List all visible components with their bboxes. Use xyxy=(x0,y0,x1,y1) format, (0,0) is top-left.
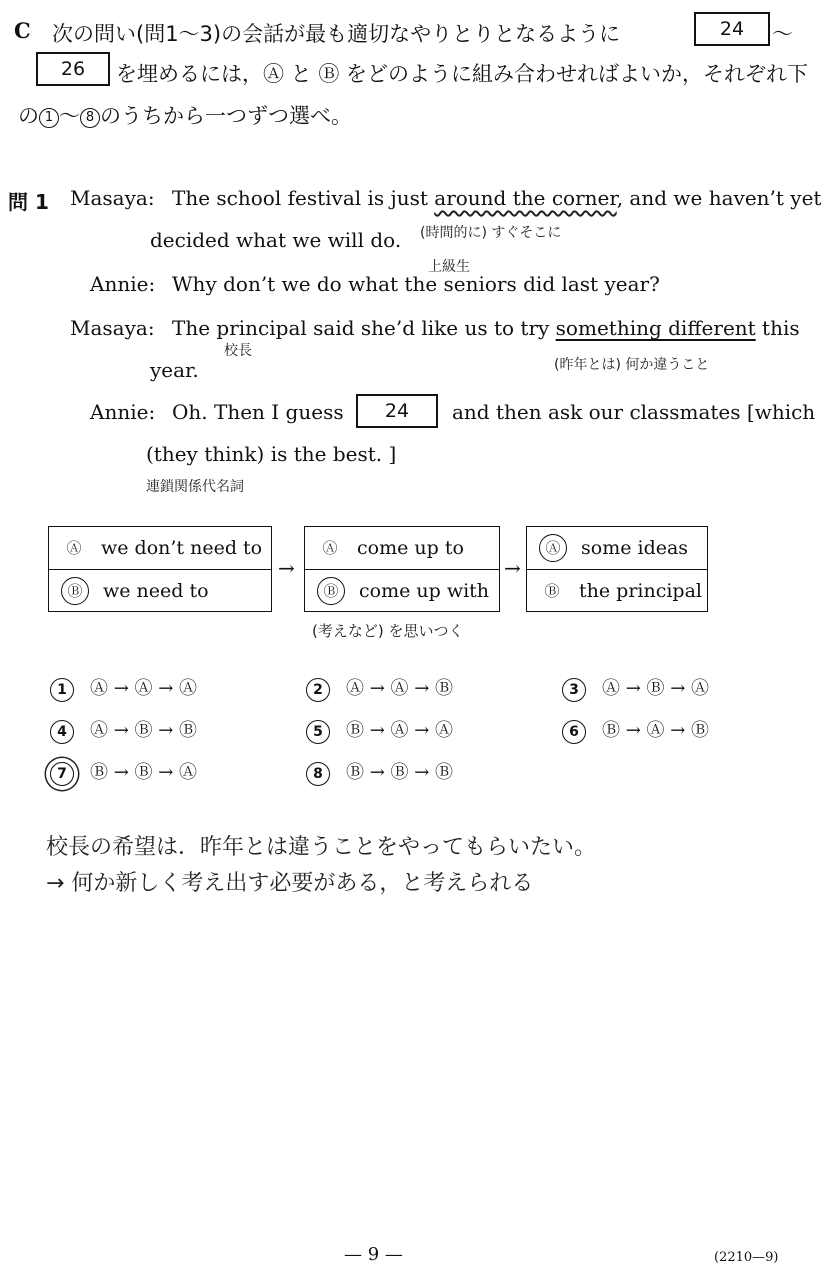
memo-line-1: 校長の希望は．昨年とは違うことをやってもらいたい。 xyxy=(46,835,597,860)
page-code: (2210—9) xyxy=(714,1250,779,1265)
phrase-around-the-corner: around the corner xyxy=(434,186,617,210)
speaker-masaya-2: Masaya: xyxy=(70,316,155,340)
speech-line-1 xyxy=(172,186,821,210)
instruction-line-3-mid: ～ xyxy=(59,104,80,128)
option-3[interactable] xyxy=(562,674,709,702)
instruction-line-2: を埋めるには，Ⓐ と Ⓑ をどのように組み合わせればよいか，それぞれ下 xyxy=(116,62,809,86)
speech-line-3-cont: year. xyxy=(150,358,199,382)
option-text: Ⓑ → Ⓑ → Ⓑ xyxy=(346,762,454,783)
speech-line-2: Why don’t we do what the seniors did last year? xyxy=(172,272,660,296)
note-come-up-with: (考えなど) を思いつく xyxy=(312,622,464,640)
option-2[interactable] xyxy=(306,674,453,702)
note-relative-pronoun: 連鎖関係代名詞 xyxy=(146,479,244,495)
option-text: Ⓐ → Ⓑ → Ⓑ xyxy=(90,720,198,741)
answer-box-24: 24 xyxy=(356,394,438,428)
option-text: Ⓐ → Ⓐ → Ⓑ xyxy=(346,678,454,699)
choice-1-b-text: we need to xyxy=(103,579,209,602)
choice-2-a xyxy=(305,527,499,569)
option-4[interactable] xyxy=(50,716,197,744)
instruction-line-3 xyxy=(18,100,352,130)
option-text: Ⓐ → Ⓐ → Ⓐ xyxy=(90,678,198,699)
option-7[interactable] xyxy=(50,758,197,786)
tag-a: Ⓐ xyxy=(322,539,338,557)
speaker-annie-2: Annie: xyxy=(90,400,156,424)
option-text: Ⓑ → Ⓐ → Ⓐ xyxy=(346,720,454,741)
choice-2-b xyxy=(305,569,499,611)
speaker-annie-1: Annie: xyxy=(90,272,156,296)
arrow-1: → xyxy=(278,556,295,580)
speech-line-1-pre: The school festival is just xyxy=(172,186,435,210)
tag-b-circled: Ⓑ xyxy=(61,577,89,605)
speech-line-4-pre: Oh. Then I guess xyxy=(172,400,344,424)
option-number: 2 xyxy=(306,678,330,702)
speech-line-4-cont: (they think) is the best. ] xyxy=(146,442,397,466)
tag-a-circled: Ⓐ xyxy=(539,534,567,562)
arrow-2: → xyxy=(504,556,521,580)
speech-line-3-pre: The principal said she’d like us to try xyxy=(172,316,556,340)
choice-1-a xyxy=(49,527,271,569)
page-number: — 9 — xyxy=(344,1244,403,1265)
tag-b-circled: Ⓑ xyxy=(317,577,345,605)
option-number: 1 xyxy=(50,678,74,702)
phrase-something-different: something different xyxy=(555,316,756,340)
answer-box-start: 24 xyxy=(694,12,770,46)
instruction-line-1: 次の問い(問1～3)の会話が最も適切なやりとりとなるように xyxy=(52,22,621,46)
speech-line-3-post: this xyxy=(755,316,800,340)
choice-box-2 xyxy=(304,526,500,612)
speech-line-1-cont: decided what we will do. xyxy=(150,228,402,252)
question-label: 問 1 xyxy=(8,190,49,214)
speech-line-1-post: , and we haven’t yet xyxy=(616,186,821,210)
instruction-line-3-post: のうちから一つずつ選べ。 xyxy=(100,104,352,128)
option-ref-first: 1 xyxy=(39,108,59,128)
choice-box-1 xyxy=(48,526,272,612)
range-tilde: ～ xyxy=(772,22,793,46)
choice-box-3 xyxy=(526,526,708,612)
option-number: 4 xyxy=(50,720,74,744)
option-text: Ⓐ → Ⓑ → Ⓐ xyxy=(602,678,710,699)
option-text: Ⓑ → Ⓑ → Ⓐ xyxy=(90,762,198,783)
option-number: 8 xyxy=(306,762,330,786)
choice-2-b-text: come up with xyxy=(359,579,490,602)
answer-box-end: 26 xyxy=(36,52,110,86)
choice-1-b xyxy=(49,569,271,611)
tag-a: Ⓐ xyxy=(66,539,82,557)
speaker-masaya-1: Masaya: xyxy=(70,186,155,210)
option-number: 5 xyxy=(306,720,330,744)
note-around-the-corner: (時間的に) すぐそこに xyxy=(420,225,562,241)
option-number: 6 xyxy=(562,720,586,744)
choice-1-a-text: we don’t need to xyxy=(101,537,263,559)
option-5[interactable] xyxy=(306,716,453,744)
option-6[interactable] xyxy=(562,716,709,744)
option-8[interactable] xyxy=(306,758,453,786)
option-text: Ⓑ → Ⓐ → Ⓑ xyxy=(602,720,710,741)
note-seniors: 上級生 xyxy=(428,259,470,275)
choice-3-b xyxy=(527,569,707,611)
choice-3-a-text: some ideas xyxy=(581,537,689,559)
speech-line-3 xyxy=(172,316,800,340)
option-ref-last: 8 xyxy=(80,108,100,128)
speech-line-4-post: and then ask our classmates [which xyxy=(452,400,816,424)
option-number: 3 xyxy=(562,678,586,702)
instruction-line-3-pre: の xyxy=(18,104,39,128)
choice-2-a-text: come up to xyxy=(357,537,464,559)
option-1[interactable] xyxy=(50,674,197,702)
choice-3-b-text: the principal xyxy=(579,579,702,602)
choice-3-a xyxy=(527,527,707,569)
note-something-different: (昨年とは) 何か違うこと xyxy=(554,357,710,373)
tag-b: Ⓑ xyxy=(544,581,560,600)
memo-line-2: → 何か新しく考え出す必要がある，と考えられる xyxy=(46,871,534,896)
note-principal: 校長 xyxy=(224,343,252,359)
option-number-selected: 7 xyxy=(50,762,74,786)
section-label: C xyxy=(14,18,31,43)
